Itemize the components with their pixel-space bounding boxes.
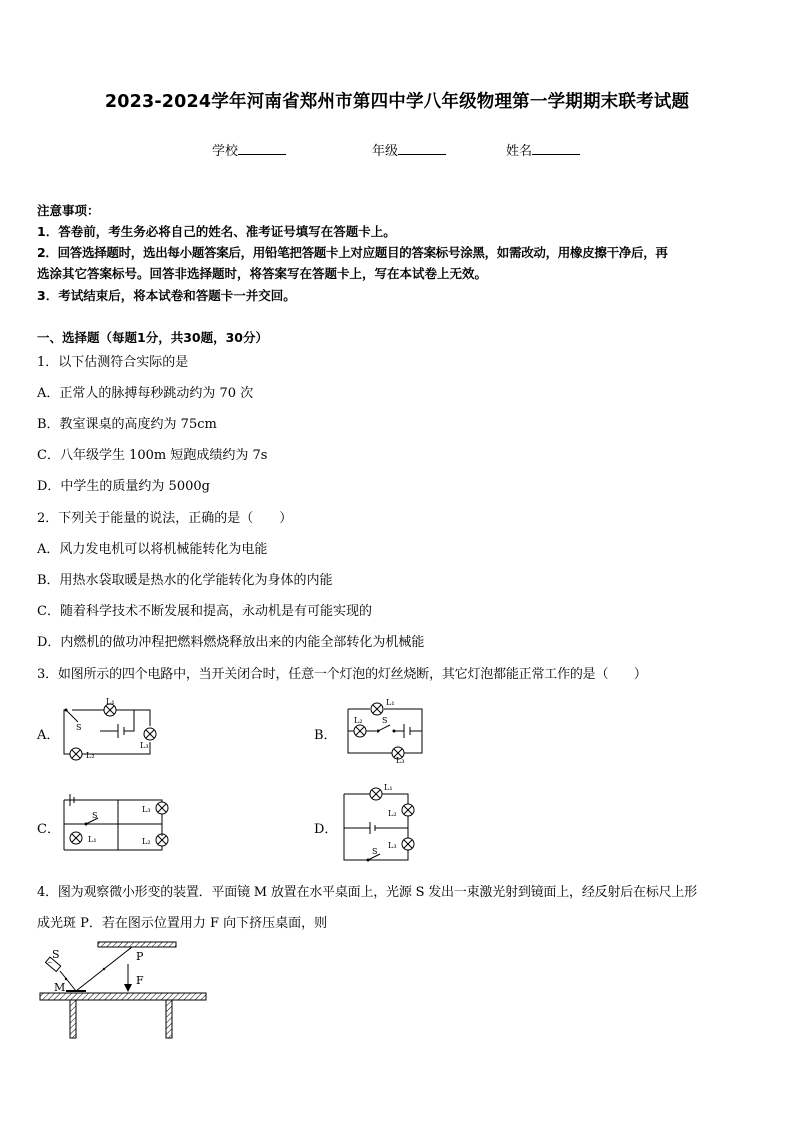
notice-item-1: 1．答卷前，考生务必将自己的姓名、准考证号填写在答题卡上。	[37, 224, 396, 239]
label-mirror-m: M	[54, 981, 66, 994]
label-l2: L₂	[354, 716, 363, 725]
label-s: S	[76, 723, 82, 732]
q4-stem-line1: 4．图为观察微小形变的装置．平面镜 M 放置在水平桌面上，光源 S 发出一束激光射到镜面上，经反射后在标尺上形	[37, 885, 698, 900]
name-field	[506, 140, 580, 159]
q1-option-c: C．八年级学生 100m 短跑成绩约为 7s	[37, 448, 268, 463]
table-leg-right	[166, 1000, 172, 1038]
label-l1: L₁	[88, 835, 97, 844]
circuit-diagram-c	[58, 790, 176, 858]
notice-item-2a: 2．回答选择题时，选出每小题答案后，用铅笔把答题卡上对应题目的答案标号涂黑，如需改动，用橡皮擦干净后，再	[37, 245, 668, 260]
label-s: S	[382, 716, 388, 725]
label-l3: L₃	[142, 805, 151, 814]
q1-option-d: D．中学生的质量约为 5000g	[37, 479, 210, 494]
table-leg-left	[70, 1000, 76, 1038]
grade-field	[372, 140, 446, 159]
q1-option-b: B．教室课桌的高度约为 75cm	[37, 417, 217, 432]
label-l1: L₁	[386, 698, 395, 707]
ruler-scale	[98, 942, 176, 947]
q2-stem: 2．下列关于能量的说法，正确的是（ ）	[37, 511, 293, 526]
q2-option-c: C．随着科学技术不断发展和提高，永动机是有可能实现的	[37, 604, 372, 619]
q2-option-d: D．内燃机的做功冲程把燃料燃烧释放出来的内能全部转化为机械能	[37, 635, 425, 650]
q2-option-a: A．风力发电机可以将机械能转化为电能	[37, 542, 268, 557]
label-l2: L₂	[86, 751, 95, 760]
q3-option-a: A．	[37, 728, 60, 743]
label-source-s: S	[52, 948, 60, 961]
q2-option-b: B．用热水袋取暖是热水的化学能转化为身体的内能	[37, 573, 333, 588]
name-label: 姓名	[506, 144, 533, 159]
name-blank	[532, 143, 580, 155]
label-l3: L₃	[388, 841, 397, 850]
school-blank	[238, 143, 286, 155]
label-l2: L₂	[388, 809, 397, 818]
label-l1: L₁	[106, 697, 115, 706]
table-top	[40, 993, 206, 1000]
notice-heading: 注意事项：	[37, 203, 100, 218]
label-spot-p: P	[136, 950, 144, 963]
school-field	[212, 140, 286, 159]
page-title: 2023-2024学年河南省郑州市第四中学八年级物理第一学期期末联考试题	[104, 92, 690, 112]
school-label: 学校	[212, 144, 239, 159]
q1-stem: 1．以下估测符合实际的是	[37, 355, 189, 370]
grade-label: 年级	[372, 144, 399, 159]
circuit-diagram-b	[340, 695, 430, 765]
label-force-f: F	[136, 974, 144, 987]
notice-item-3: 3．考试结束后，将本试卷和答题卡一并交回。	[37, 288, 296, 303]
q1-option-a: A．正常人的脉搏每秒跳动约为 70 次	[37, 386, 254, 401]
section-heading: 一、选择题（每题1分，共30题，30分）	[37, 330, 268, 345]
label-l2: L₂	[142, 837, 151, 846]
circuit-diagram-d	[340, 782, 422, 868]
label-l1: L₁	[384, 783, 393, 792]
mirror-apparatus-diagram	[36, 938, 210, 1040]
label-s: S	[92, 811, 98, 820]
q3-option-c: C．	[37, 822, 60, 837]
q3-option-d: D．	[314, 822, 338, 837]
q3-stem: 3．如图所示的四个电路中，当开关闭合时，任意一个灯泡的灯丝烧断，其它灯泡都能正常工作的是（ ）	[37, 667, 647, 682]
q4-stem-line2: 成光斑 P．若在图示位置用力 F 向下挤压桌面，则	[37, 916, 328, 931]
notice-item-2b: 选涂其它答案标号。回答非选择题时，将答案写在答题卡上，写在本试卷上无效。	[37, 266, 488, 281]
label-l3: L₃	[396, 756, 405, 765]
grade-blank	[398, 143, 446, 155]
q3-option-b: B．	[314, 728, 337, 743]
label-s: S	[372, 847, 378, 856]
label-l3: L₃	[140, 741, 149, 750]
circuit-diagram-a	[60, 696, 160, 766]
